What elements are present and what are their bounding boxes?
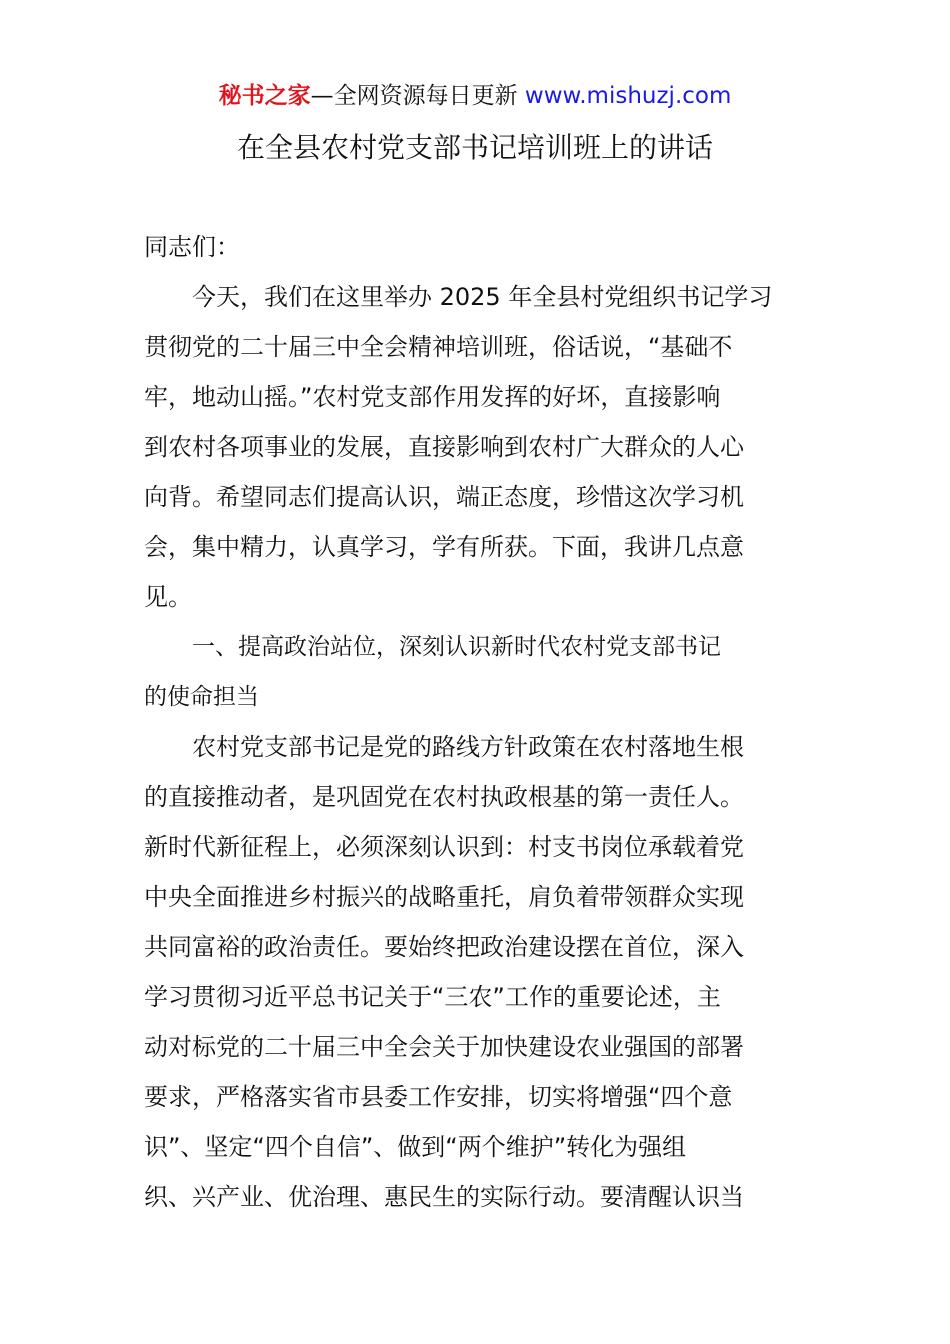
section-heading-line: 的使命担当 bbox=[144, 684, 259, 710]
paragraph-line: 的直接推动者，是巩固党在农村执政根基的第一责任人。 bbox=[144, 783, 744, 811]
paragraph-line: 会，集中精力，认真学习，学有所获。下面，我讲几点意 bbox=[144, 533, 744, 561]
paragraph-line: 识”、坚定“四个自信”、做到“两个维护”转化为强组 bbox=[144, 1133, 687, 1161]
paragraph-line: 见。 bbox=[144, 583, 192, 611]
section-heading-line: 一、提高政治站位，深刻认识新时代农村党支部书记 bbox=[192, 634, 721, 660]
paragraph-line: 到农村各项事业的发展，直接影响到农村广大群众的人心 bbox=[144, 433, 744, 461]
paragraph-line: 要求，严格落实省市县委工作安排，切实将增强“四个意 bbox=[144, 1083, 733, 1111]
paragraph-line: 新时代新征程上，必须深刻认识到：村支书岗位承载着党 bbox=[144, 833, 744, 861]
paragraph-line: 贯彻党的二十届三中全会精神培训班，俗话说，“基础不 bbox=[144, 333, 733, 361]
paragraph-line: 共同富裕的政治责任。要始终把政治建设摆在首位，深入 bbox=[144, 933, 744, 961]
paragraph-line: 同志们： bbox=[144, 233, 240, 261]
paragraph-line: 织、兴产业、优治理、惠民生的实际行动。要清醒认识当 bbox=[144, 1183, 744, 1211]
site-url-link[interactable]: www.mishuzj.com bbox=[524, 83, 732, 109]
paragraph-line: 中央全面推进乡村振兴的战略重托，肩负着带领群众实现 bbox=[144, 883, 744, 911]
paragraph-line: 今天，我们在这里举办 2025 年全县村党组织书记学习 bbox=[192, 283, 773, 311]
site-tagline: —全网资源每日更新 bbox=[310, 83, 525, 109]
site-header bbox=[0, 80, 950, 112]
site-brand: 秘书之家 bbox=[218, 83, 311, 109]
paragraph-line: 动对标党的二十届三中全会关于加快建设农业强国的部署 bbox=[144, 1033, 744, 1061]
paragraph-line: 牢，地动山摇。”农村党支部作用发挥的好坏，直接影响 bbox=[144, 383, 721, 411]
document-title: 在全县农村党支部书记培训班上的讲话 bbox=[236, 131, 713, 164]
document-body bbox=[144, 222, 808, 1222]
paragraph-line: 农村党支部书记是党的路线方针政策在农村落地生根 bbox=[192, 733, 744, 761]
paragraph-line: 向背。希望同志们提高认识，端正态度，珍惜这次学习机 bbox=[144, 483, 744, 511]
paragraph-line: 学习贯彻习近平总书记关于“三农”工作的重要论述，主 bbox=[144, 983, 721, 1011]
